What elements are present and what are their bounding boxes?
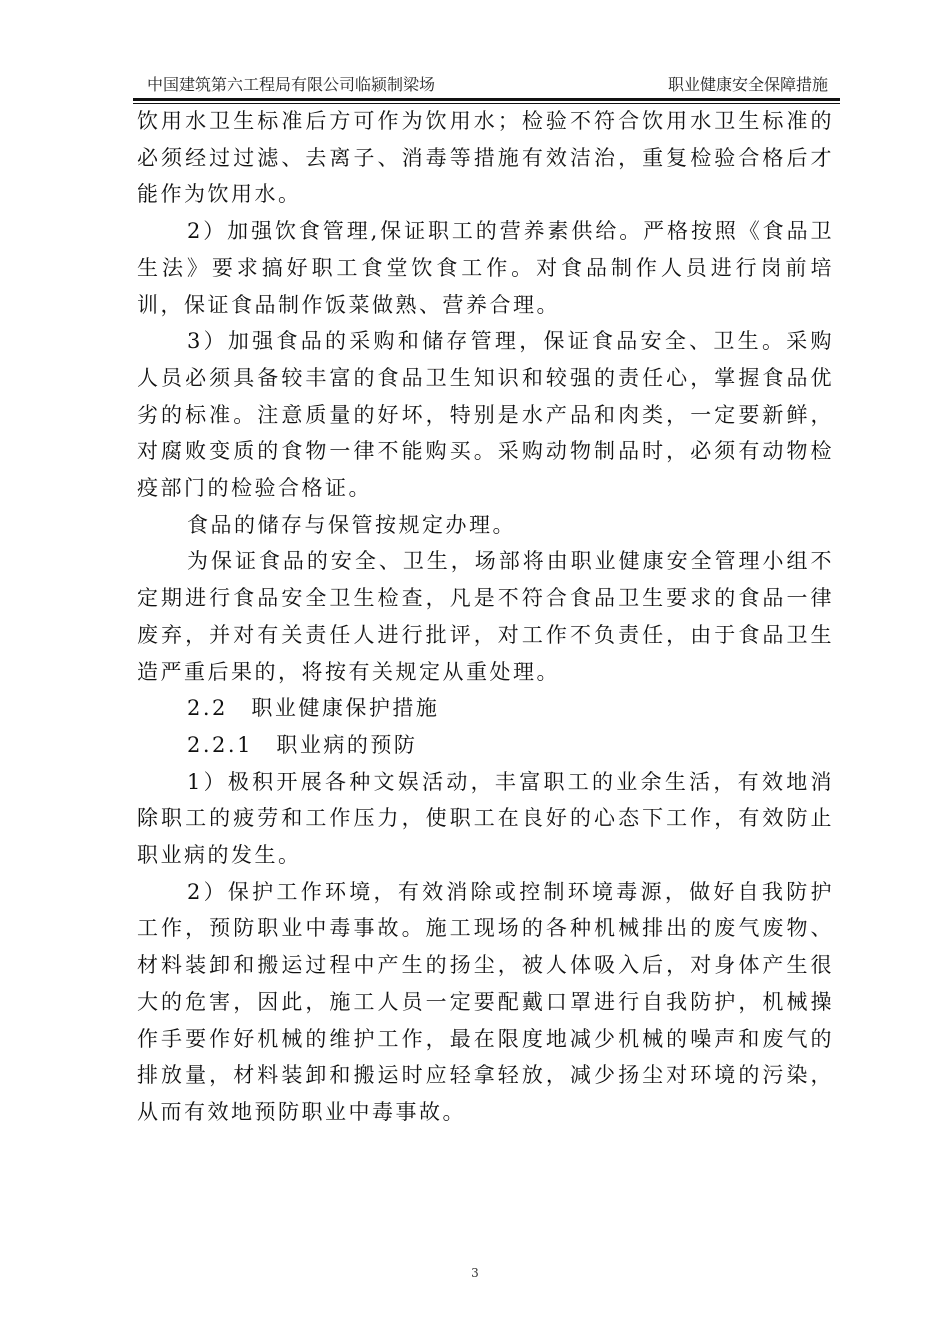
paragraph-food-storage: 食品的储存与保管按规定办理。: [187, 512, 516, 537]
paragraph-food-inspection: 为保证食品的安全、卫生，场部将由职业健康安全管理小组不定期进行食品安全卫生检查，凡是不符合食品卫生要求的食品一律废弃，并对有关责任人进行批评，对工作不负责任，由于食品卫生造严重后果的，将按有关规定从重处理。: [137, 549, 834, 684]
document-body: [137, 103, 834, 1131]
paragraph-drinking-water: 饮用水卫生标准后方可作为饮用水；检验不符合饮用水卫生标准的必须经过过滤、去离子、消毒等措施有效洁治，重复检验合格后才能作为饮用水。: [137, 109, 834, 207]
page-header: [135, 72, 840, 98]
section-heading-2-2: 2.2 职业健康保护措施: [187, 696, 440, 721]
paragraph-recreation: 1）极积开展各种文娱活动，丰富职工的业余生活，有效地消除职工的疲劳和工作压力，使职工在良好的心态下工作，有效防止职业病的发生。: [137, 769, 834, 868]
header-rule-thick: [133, 98, 840, 101]
page-number: 3: [471, 1266, 479, 1280]
header-section-title: 职业健康安全保障措施: [667, 75, 828, 94]
paragraph-work-environment: 2）保护工作环境，有效消除或控制环境毒源，做好自我防护工作，预防职业中毒事故。施工现场的各种机械排出的废气废物、材料装卸和搬运过程中产生的扬尘，被人体吸入后，对身体产生很大的危害，因此，施工人员一定要配戴口罩进行自我防护，机械操作手要作好机械的维护工作，最在限度地减少机械的噪声和废气的排放量，材料装卸和搬运时应轻拿轻放，减少扬尘对环境的污染，从而有效地预防职业中毒事故。: [137, 879, 834, 1124]
paragraph-diet-management: 2）加强饮食管理,保证职工的营养素供给。严格按照《食品卫生法》要求搞好职工食堂饮食工作。对食品制作人员进行岗前培训，保证食品制作饭菜做熟、营养合理。: [137, 219, 834, 317]
header-company: 中国建筑第六工程局有限公司临颍制梁场: [147, 75, 436, 94]
section-heading-2-2-1: 2.2.1 职业病的预防: [187, 732, 418, 757]
paragraph-food-purchase: 3）加强食品的采购和储存管理，保证食品安全、卫生。采购人员必须具备较丰富的食品卫生知识和较强的责任心，掌握食品优劣的标准。注意质量的好坏，特别是水产品和肉类，一定要新鲜，对腐败变质的食物一律不能购买。采购动物制品时，必须有动物检疫部门的检验合格证。: [137, 329, 834, 501]
